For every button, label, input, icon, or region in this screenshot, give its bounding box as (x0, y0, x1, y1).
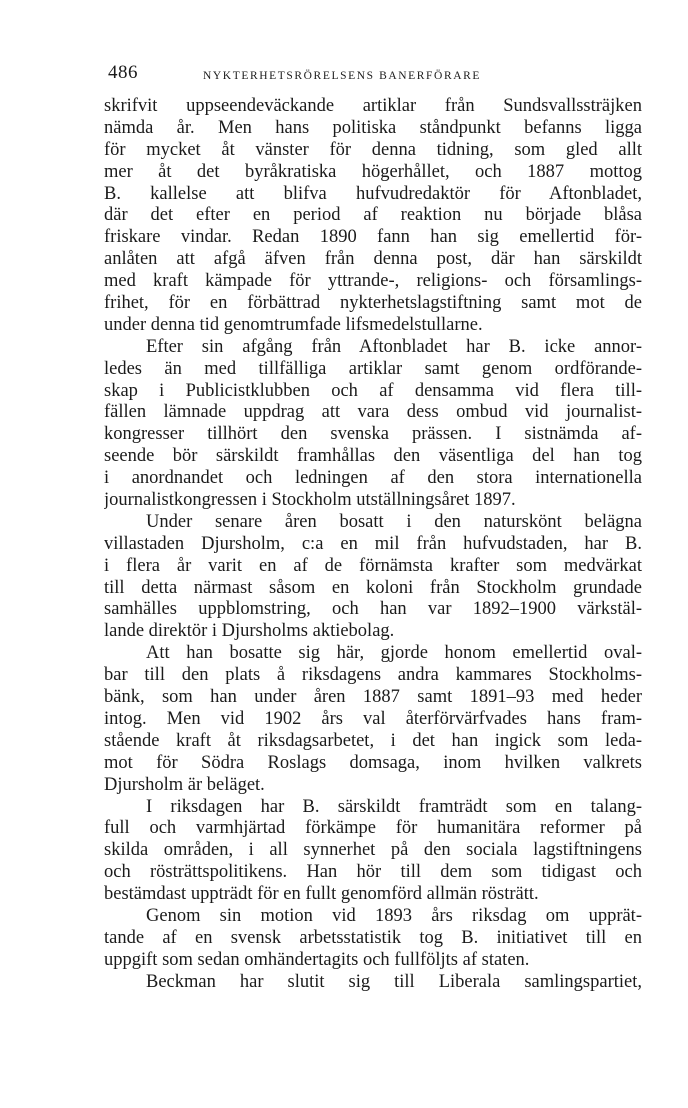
text-line: nämda år. Men hans politiska ståndpunkt befanns ligga (104, 117, 642, 138)
text-line: med kraft kämpade för yttrande-, religions- och församlings- (104, 271, 642, 292)
text-line: Att han bosatte sig här, gjorde honom emellertid oval- (146, 643, 642, 664)
text-line: Beckman har slutit sig till Liberala samlingspartiet, (146, 971, 642, 992)
text-line: till detta närmast såsom en koloni från Stockholm grundade (104, 577, 642, 598)
text-line: B. kallelse att blifva hufvudredaktör för Aftonbladet, (104, 183, 642, 204)
text-line: I riksdagen har B. särskildt framträdt som en talang- (146, 796, 642, 817)
text-line: bestämdast uppträdt för en fullt genomförd allmän rösträtt. (104, 884, 539, 905)
text-line: fällen lämnade uppdrag att vara dess ombud vid journalist- (104, 402, 642, 423)
body-text (104, 96, 642, 994)
text-line: friskare vindar. Redan 1890 fann han sig emellertid för- (104, 227, 642, 248)
text-line: där det efter en period af reaktion nu började blåsa (104, 205, 642, 226)
text-line: kongresser tillhört den svenska prässen. I sistnämda af- (104, 424, 642, 445)
text-line: för mycket åt vänster för denna tidning, som gled allt (104, 139, 642, 160)
page-number: 486 (108, 62, 138, 83)
text-line: Djursholm är beläget. (104, 774, 265, 795)
text-line: skap i Publicistklubben och af densamma vid flera till- (104, 380, 642, 401)
text-line: och rösträttspolitikens. Han hör till dem som tidigast och (104, 862, 642, 883)
text-line: tande af en svensk arbetsstatistik tog B. initiativet till en (104, 927, 642, 948)
text-line: skrifvit uppseendeväckande artiklar från Sundsvallssträjken (104, 96, 642, 116)
text-line: villastaden Djursholm, c:a en mil från hufvudstaden, har B. (104, 533, 642, 554)
text-line: stående kraft åt riksdagsarbetet, i det han ingick som leda- (104, 730, 642, 751)
text-line: ledes än med tillfälliga artiklar samt genom ordförande- (104, 358, 642, 379)
text-line: skilda områden, i all synnerhet på den sociala lagstiftningens (104, 840, 642, 861)
running-head: NYKTERHETSRÖRELSENS BANERFÖRARE (203, 70, 482, 82)
text-line: frihet, för en förbättrad nykterhetslagstiftning samt mot de (104, 293, 642, 314)
page-header (108, 62, 640, 90)
text-line: Genom sin motion vid 1893 års riksdag om upprät- (146, 905, 642, 926)
text-line: bar till den plats å riksdagens andra kammares Stockholms- (104, 665, 642, 686)
text-line: Efter sin afgång från Aftonbladet har B. icke annor- (146, 336, 642, 357)
text-line: journalistkongressen i Stockholm utställningsåret 1897. (104, 490, 516, 511)
text-line: Under senare åren bosatt i den naturskönt belägna (146, 511, 642, 532)
text-line: i anordnandet och ledningen af den stora internationella (104, 468, 642, 489)
text-line: mot för Södra Roslags domsaga, inom hvilken valkrets (104, 752, 642, 773)
text-line: under denna tid genomtrumfade lifsmedelstullarne. (104, 314, 483, 335)
text-line: mer åt det byråkratiska högerhållet, och 1887 mottog (104, 161, 642, 182)
text-line: intog. Men vid 1902 års val återförvärfvades hans fram- (104, 708, 642, 729)
text-line: lande direktör i Djursholms aktiebolag. (104, 621, 395, 642)
text-line: full och varmhjärtad förkämpe för humanitära reformer på (104, 818, 642, 839)
text-line: samhälles uppblomstring, och han var 1892–1900 värkstäl- (104, 599, 642, 620)
text-line: i flera år varit en af de förnämsta krafter som medvärkat (104, 555, 642, 576)
text-line: seende bör särskildt framhållas den väsentliga del han tog (104, 446, 642, 467)
text-line: bänk, som han under åren 1887 samt 1891–93 med heder (104, 687, 642, 708)
text-line: uppgift som sedan omhändertagits och fullföljts af staten. (104, 949, 530, 970)
text-line: anlåten att afgå äfven från denna post, där han särskildt (104, 249, 642, 270)
